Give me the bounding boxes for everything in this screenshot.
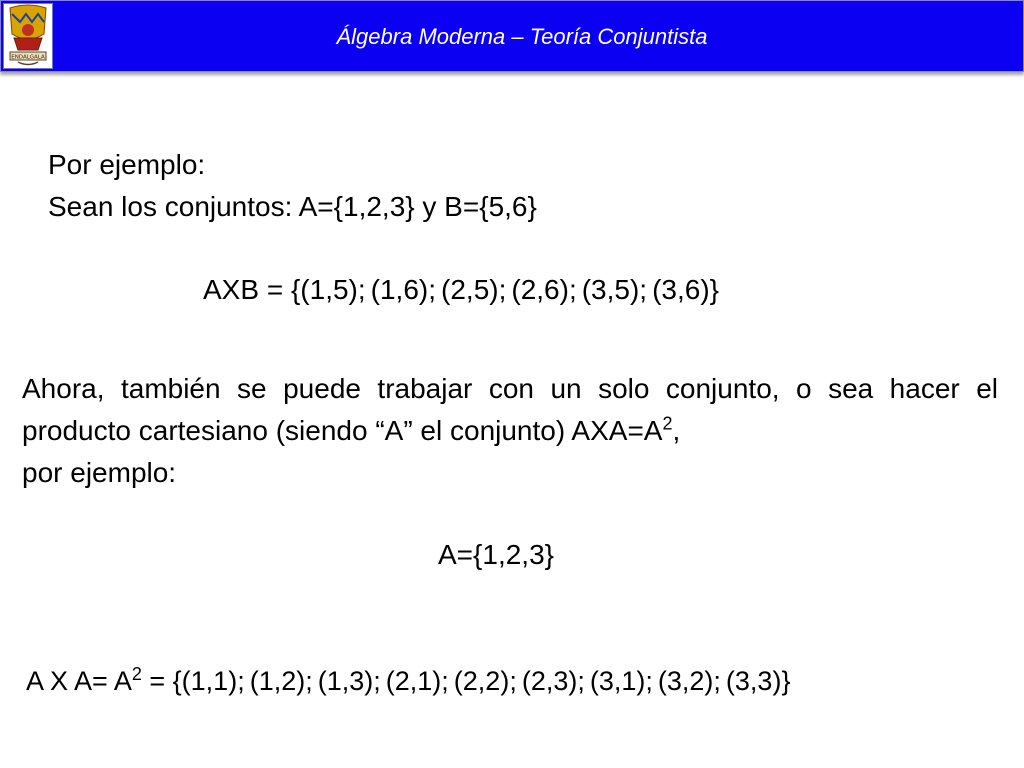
paragraph-superscript: 2 — [662, 413, 673, 434]
axb-pair: (3,5); — [581, 274, 648, 305]
intro-line-2: Sean los conjuntos: A={1,2,3} y B={5,6} — [48, 191, 537, 222]
header-title: Álgebra Moderna – Teoría Conjuntista — [336, 24, 708, 49]
paragraph-text: Ahora, también se puede trabajar con un solo conjunto, o sea hacer el producto cartesiano (siendo “A” el conjunto) AXA=A — [22, 373, 998, 446]
set-a: A={1,2,3} — [438, 539, 555, 570]
axa-equation — [26, 664, 795, 698]
axa-superscript: 2 — [131, 664, 142, 684]
axa-pair: (2,1); — [385, 666, 449, 696]
axb-pair: (2,6); — [511, 274, 577, 305]
svg-text:ENDALGALA: ENDALGALA — [11, 54, 45, 61]
axa-pair: (1,2); — [249, 666, 313, 696]
axa-pair: (1,1); — [181, 666, 245, 696]
axa-eq: = { — [149, 666, 182, 696]
axa-pair: (3,2); — [657, 666, 721, 696]
axa-pair: (1,3); — [317, 666, 381, 696]
axa-pair: (2,3); — [521, 666, 585, 696]
intro-line-1: Por ejemplo: — [48, 149, 206, 180]
paragraph-line-3: por ejemplo: — [22, 457, 177, 488]
axa-pair: (2,2); — [453, 666, 517, 696]
axa-pair: (3,1); — [589, 666, 653, 696]
slide-header — [0, 0, 1024, 72]
axb-pair: (1,5); — [300, 274, 366, 305]
axb-lhs: AXB — [203, 274, 260, 305]
axb-pair: (2,5); — [441, 274, 507, 305]
axa-pairs — [182, 664, 796, 698]
axb-pair: (1,6); — [370, 274, 437, 305]
axb-equation — [203, 273, 724, 307]
axb-pair: (3,6)} — [652, 274, 720, 305]
axb-pairs — [300, 273, 724, 307]
paragraph-tail: , — [672, 415, 681, 446]
axa-pair: (3,3)} — [725, 666, 791, 696]
explanation-paragraph — [22, 368, 998, 494]
axa-lhs: A X A= A — [26, 666, 132, 696]
axb-eq: = { — [266, 274, 301, 305]
